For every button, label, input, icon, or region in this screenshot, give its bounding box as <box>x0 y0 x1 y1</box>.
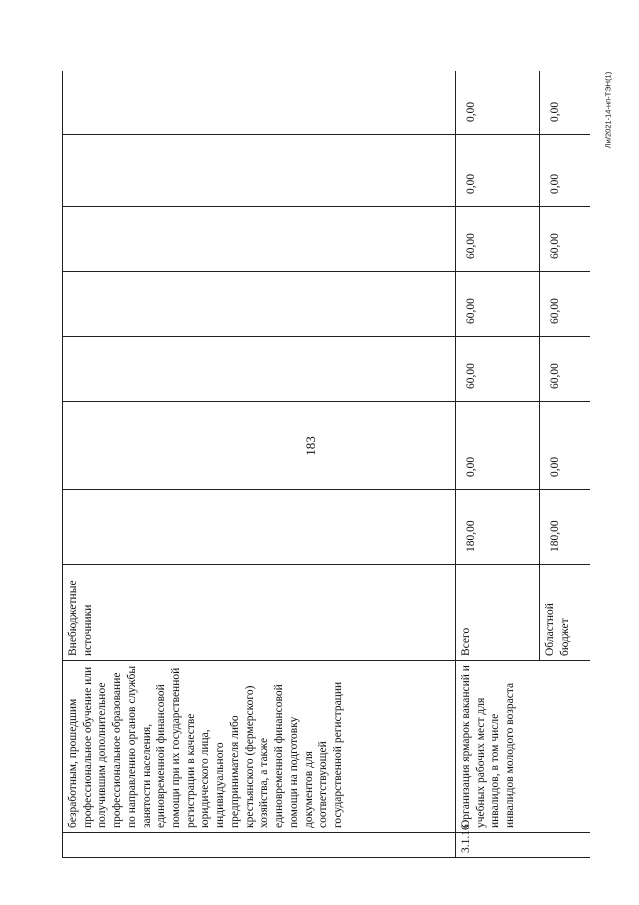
cell-value: 0,00 <box>456 135 540 207</box>
rotated-table-frame <box>62 71 590 858</box>
cell-item-text: безработным, прошедшим профессиональное обучение или получившим дополнительное профессиональное образование по направлению органов службы занятости населения, единовременной финансовой помощи при их государственной регистрации в качестве юридического лица, индивидуального предпринимателя либо крестьянского (фермерского) хозяйства, а также единовременной финансовой помощи на подготовку документов для соответствующей государственной регистрации <box>63 661 456 833</box>
table-row <box>456 71 540 858</box>
cell-value: 60,00 <box>540 272 591 337</box>
cell-value: 0,00 <box>540 71 591 135</box>
cell-value: 180,00 <box>540 490 591 565</box>
rotated-table <box>62 71 590 858</box>
cell-value: 60,00 <box>456 207 540 272</box>
cell-value: 60,00 <box>456 337 540 402</box>
cell-source: Внебюджетные источники <box>63 565 456 661</box>
cell-value: 0,00 <box>540 135 591 207</box>
cell-value: 60,00 <box>540 207 591 272</box>
cell-value: 0,00 <box>540 402 591 490</box>
cell-source: Всего <box>456 565 540 661</box>
table-row <box>63 71 456 858</box>
cell-item-name: Организация ярмарок вакансий и учебных рабочих мест для инвалидов, в том числе инвалидов молодого возраста <box>456 661 591 833</box>
cell-value: 0,00 <box>456 71 540 135</box>
cell-value: 180,00 <box>456 490 540 565</box>
cell-number <box>63 833 456 858</box>
cell-source: Областной бюджет <box>540 565 591 661</box>
cell-value: 60,00 <box>456 272 540 337</box>
cell-number: 3.1.16 <box>456 833 591 858</box>
financing-table <box>62 71 590 858</box>
cell-value: 0,00 <box>456 402 540 490</box>
cell-value: 60,00 <box>540 337 591 402</box>
